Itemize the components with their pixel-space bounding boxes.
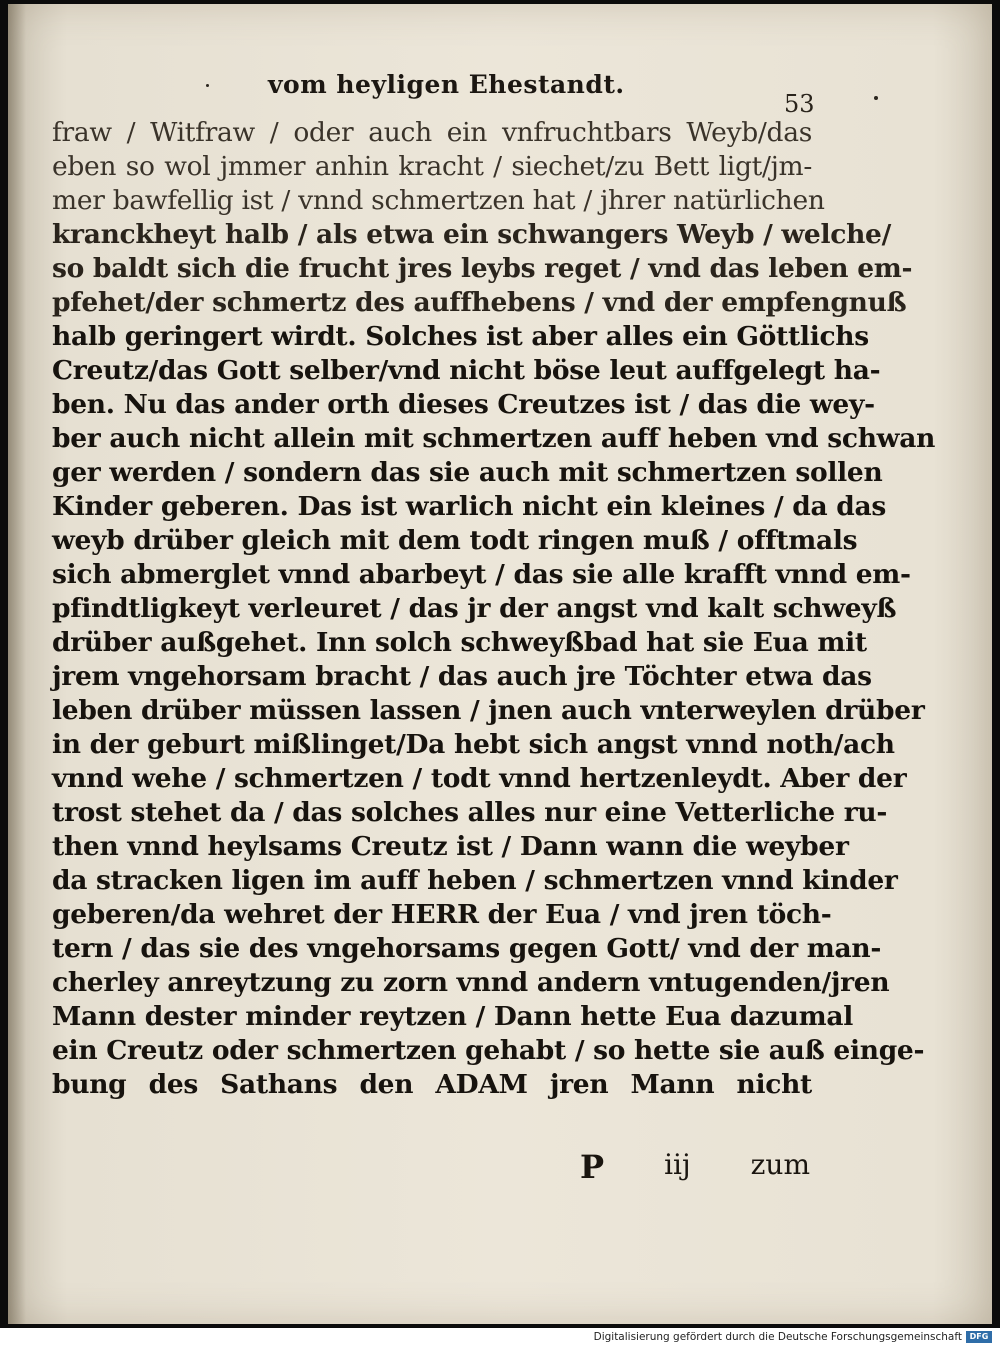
text-line: sich abmerglet vnnd abarbeyt / das sie alle krafft vnnd em- bbox=[52, 559, 911, 590]
text-line: da stracken ligen im auff heben / schmertzen vnnd kinder bbox=[52, 865, 898, 896]
text-line: ber auch nicht allein mit schmertzen auff heben vnd schwan bbox=[52, 423, 936, 454]
text-line: pfehet/der schmertz des auffhebens / vnd der empfengnuß bbox=[52, 287, 907, 318]
dfg-logo[interactable]: DFG bbox=[966, 1331, 992, 1343]
text-line: then vnnd heylsams Creutz ist / Dann wann die weyber bbox=[52, 831, 849, 862]
page-gutter-shadow bbox=[8, 4, 26, 1324]
folio-number: 53 bbox=[784, 90, 815, 118]
catchword: zum bbox=[750, 1148, 810, 1181]
text-line: ein Creutz oder schmertzen gehabt / so hette sie auß einge- bbox=[52, 1035, 925, 1066]
text-line: weyb drüber gleich mit dem todt ringen muß / offtmals bbox=[52, 525, 858, 556]
ink-speck bbox=[874, 96, 878, 100]
text-line: ger werden / sondern das sie auch mit schmertzen sollen bbox=[52, 457, 883, 488]
signature-number: iij bbox=[664, 1148, 691, 1181]
signature-mark: P bbox=[580, 1148, 605, 1186]
signature-line bbox=[580, 1148, 810, 1186]
footer-bar bbox=[0, 1328, 1000, 1348]
text-line: vnnd wehe / schmertzen / todt vnnd hertzenleydt. Aber der bbox=[52, 763, 907, 794]
text-line: eben so wol jmmer anhin kracht / siechet/zu Bett ligt/jm- bbox=[52, 151, 812, 182]
text-line: leben drüber müssen lassen / jnen auch vnterweylen drüber bbox=[52, 695, 925, 726]
text-line: Mann dester minder reytzen / Dann hette Eua dazumal bbox=[52, 1001, 854, 1032]
text-line: bung des Sathans den ADAM jren Mann nicht bbox=[52, 1069, 812, 1100]
text-line: geberen/da wehret der HERR der Eua / vnd jren töch- bbox=[52, 899, 832, 930]
text-line: tern / das sie des vngehorsams gegen Gott/ vnd der man- bbox=[52, 933, 882, 964]
text-line: cherley anreytzung zu zorn vnnd andern vntugenden/jren bbox=[52, 967, 890, 998]
text-line: fraw / Witfraw / oder auch ein vnfruchtbars Weyb/das bbox=[52, 117, 812, 148]
book-page bbox=[8, 4, 992, 1324]
text-line: in der geburt mißlinget/Da hebt sich angst vnnd noth/ach bbox=[52, 729, 895, 760]
ink-speck bbox=[206, 84, 209, 87]
text-line: mer bawfellig ist / vnnd schmertzen hat / jhrer natürlichen bbox=[52, 185, 825, 216]
text-line: drüber außgehet. Inn solch schweyßbad hat sie Eua mit bbox=[52, 627, 867, 658]
funding-credit: Digitalisierung gefördert durch die Deutsche Forschungsgemeinschaft bbox=[593, 1331, 962, 1343]
text-line: halb geringert wirdt. Solches ist aber alles ein Göttlichs bbox=[52, 321, 869, 352]
text-line: jrem vngehorsam bracht / das auch jre Töchter etwa das bbox=[52, 661, 872, 692]
body-text bbox=[52, 116, 936, 1102]
running-head: vom heyligen Ehestandt. bbox=[268, 70, 625, 99]
text-line: pfindtligkeyt verleuret / das jr der angst vnd kalt schweyß bbox=[52, 593, 897, 624]
text-line: trost stehet da / das solches alles nur eine Vetterliche ru- bbox=[52, 797, 888, 828]
text-line: kranckheyt halb / als etwa ein schwangers Weyb / welche/ bbox=[52, 219, 891, 250]
text-line: ben. Nu das ander orth dieses Creutzes ist / das die wey- bbox=[52, 389, 875, 420]
text-line: Creutz/das Gott selber/vnd nicht böse leut auffgelegt ha- bbox=[52, 355, 881, 386]
text-line: Kinder geberen. Das ist warlich nicht ein kleines / da das bbox=[52, 491, 887, 522]
text-line: so baldt sich die frucht jres leybs reget / vnd das leben em- bbox=[52, 253, 913, 284]
